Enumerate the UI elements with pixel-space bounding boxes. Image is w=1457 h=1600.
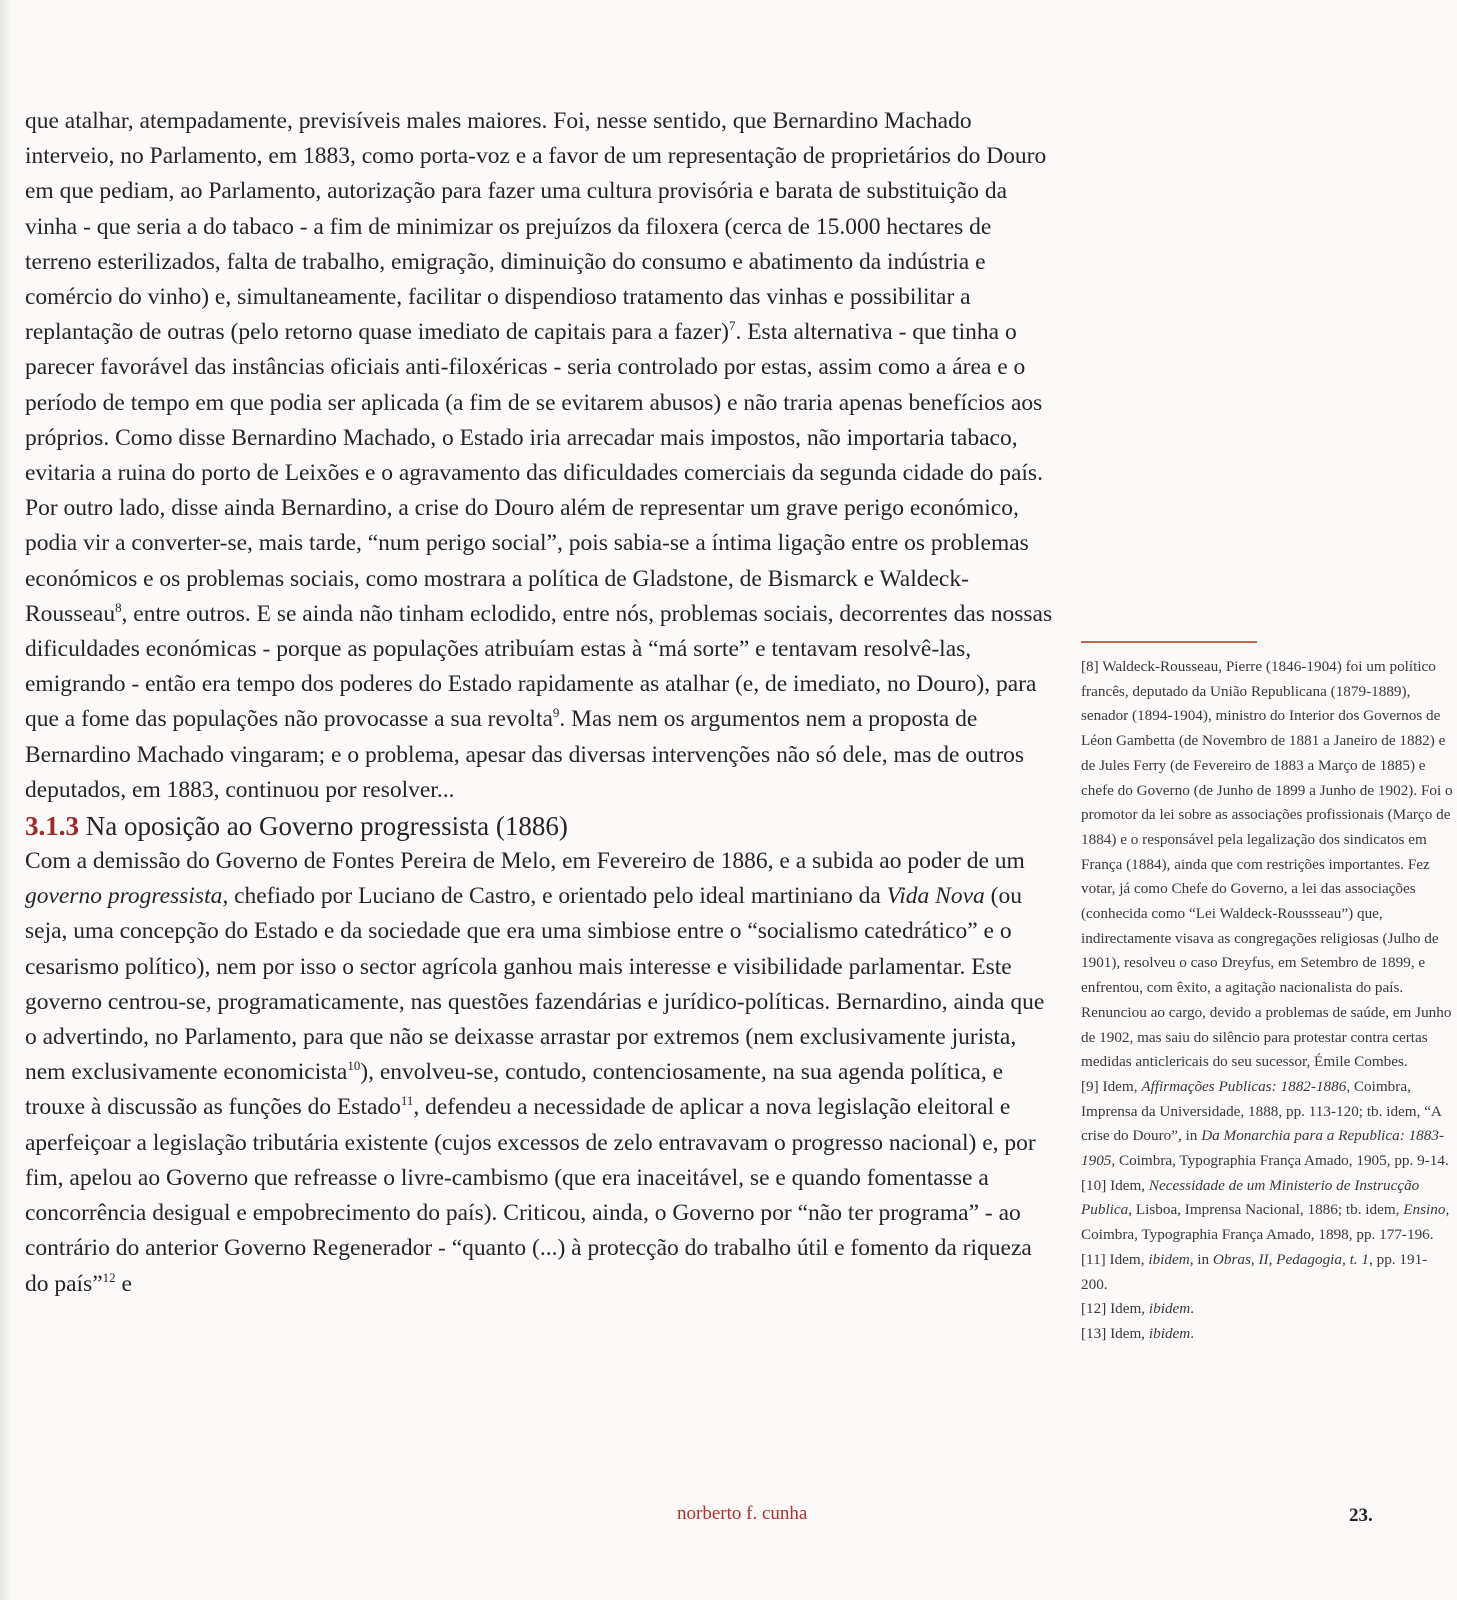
text-run: [11] Idem, bbox=[1081, 1250, 1149, 1268]
footnote-9 bbox=[1081, 1075, 1453, 1174]
footnote-ref-12[interactable]: 12 bbox=[102, 1269, 116, 1285]
footnote-ref-7[interactable]: 7 bbox=[729, 318, 736, 334]
main-text-column bbox=[25, 104, 1060, 1302]
italic-run: Vida Nova bbox=[886, 883, 985, 910]
text-run: . bbox=[1190, 1300, 1195, 1318]
text-run: , Coimbra, Typographia França Amado, 1905, pp. 9-14. bbox=[1111, 1152, 1449, 1170]
text-run: , entre outros. E se ainda não tinham eclodido, entre nós, problemas sociais, decorrentes das nossas dificuldades económicas - porque as populações atribuíam estas à “má sorte” e tentavam resolvê-las, emigrando - então era tempo dos poderes do Estado rapidamente as atalhar (e, de imediato, no Douro), para que a fome das populações não provocasse a sua revolta bbox=[25, 600, 1053, 733]
italic-run: Obras, II, Pedagogia, t. 1 bbox=[1212, 1250, 1369, 1268]
section-heading bbox=[25, 808, 1060, 844]
footnote-ref-10[interactable]: 10 bbox=[347, 1058, 361, 1074]
text-run: que atalhar, atempadamente, previsíveis males maiores. Foi, nesse sentido, que Bernardino Machado interveio, no Parlamento, em 1883, como porta-voz e a favor de um representação de proprietários do Douro em que pediam, ao Parlamento, autorização para fazer uma cultura provisória e barata de substituição da vinha - que seria a do tabaco - a fim de minimizar os prejuízos da filoxera (cerca de 15.000 hectares de terreno esterilizados, falta de trabalho, emigração, diminuição do consumo e abatimento da indústria e comércio do vinho) e, simultaneamente, facilitar o dispendioso tratamento das vinhas e possibilitar a replantação de outras (pelo retorno quase imediato de capitais para a fazer) bbox=[25, 108, 1047, 346]
body-paragraph-1 bbox=[25, 104, 1060, 808]
text-run: [13] Idem, bbox=[1081, 1324, 1149, 1342]
footnote-ref-8[interactable]: 8 bbox=[115, 600, 122, 616]
text-run: e bbox=[115, 1270, 132, 1297]
body-paragraph-2 bbox=[25, 844, 1060, 1302]
italic-run: Affirmações Publicas: 1882-1886 bbox=[1141, 1077, 1347, 1095]
footnotes-column bbox=[1081, 655, 1453, 1347]
page-edge-shadow bbox=[0, 0, 12, 1600]
footer-author: norberto f. cunha bbox=[677, 1503, 808, 1524]
footnote-8: [8] Waldeck-Rousseau, Pierre (1846-1904) foi um político francês, deputado da União Republicana (1879-1889), senador (1894-1904), ministro do Interior dos Governos de Léon Gambetta (de Novembro de 1881 a Janeiro de 1882) e de Jules Ferry (de Fevereiro de 1883 a Março de 1885) e chefe do Governo (de Junho de 1899 a Junho de 1902). Foi o promotor da lei sobre as associações profissionais (Março de 1884) e o responsável pela legalização dos sindicatos em França (1884), ainda que com restrições importantes. Fez votar, já como Chefe do Governo, a lei das associações (conhecida como “Lei Waldeck-Roussseau”) que, indirectamente visava as congregações religiosas (Julho de 1901), resolveu o caso Dreyfus, em Setembro de 1899, e enfrentou, com êxito, a agitação nacionalista do país. Renunciou ao cargo, devido a problemas de saúde, em Junho de 1902, mas saiu do silêncio para protestar contra certas medidas anticlericais do seu sucessor, Émile Combes. bbox=[1081, 658, 1453, 1071]
text-run: [9] Idem, bbox=[1081, 1077, 1142, 1095]
text-run: , pp. 191-200. bbox=[1081, 1250, 1428, 1293]
text-run: (ou seja, uma concepção do Estado e da sociedade que era uma simbiose entre o “socialismo catedrático” e o cesarismo político), nem por isso o sector agrícola ganhou mais interesse e visibilidade parlamentar. Este governo centrou-se, programaticamente, nas questões fazendárias e jurídico-políticas. Bernardino, ainda que o advertindo, no Parlamento, para que não se deixasse arrastar por extremos (nem exclusivamente jurista, nem exclusivamente economicista bbox=[25, 883, 1045, 1086]
text-run: . bbox=[1190, 1324, 1195, 1342]
section-title: Na oposição ao Governo progressista (1886) bbox=[79, 811, 568, 842]
text-run: [10] Idem, bbox=[1081, 1176, 1149, 1194]
text-run: . Esta alternativa - que tinha o parecer favorável das instâncias oficiais anti-filoxéricas - seria controlado por estas, assim como a área e o período de tempo em que podia ser aplicada (a fim de se evitarem abusos) e não traria apenas benefícios aos próprios. Como disse Bernardino Machado, o Estado iria arrecadar mais impostos, não importaria tabaco, evitaria a ruina do porto de Leixões e o agravamento das dificuldades comerciais da segunda cidade do país. Por outro lado, disse ainda Bernardino, a crise do Douro além de representar um grave perigo económico, podia vir a converter-se, mais tarde, “num perigo social”, pois sabia-se a íntima ligação entre os problemas económicos e os problemas sociais, como mostrara a política de Gladstone, de Bismarck e Waldeck-Rousseau bbox=[25, 319, 1043, 627]
text-run: , Lisboa, Imprensa Nacional, 1886; tb. idem, bbox=[1128, 1201, 1404, 1219]
italic-run: governo progressista bbox=[25, 883, 223, 910]
text-run: [12] Idem, bbox=[1081, 1300, 1149, 1318]
italic-run: Necessidade de um Ministerio de Instrucção Publica bbox=[1081, 1176, 1420, 1219]
footnote-ref-11[interactable]: 11 bbox=[400, 1093, 414, 1109]
footnote-divider bbox=[1081, 641, 1257, 643]
italic-run: ibidem bbox=[1148, 1250, 1190, 1268]
footnote-12 bbox=[1081, 1297, 1453, 1322]
footnote-13 bbox=[1081, 1322, 1453, 1347]
italic-run: ibidem bbox=[1148, 1300, 1191, 1318]
text-run: . Mas nem os argumentos nem a proposta de Bernardino Machado vingaram; e o problema, apesar das diversas intervenções não só dele, mas de outros deputados, em 1883, continuou por resolver... bbox=[25, 706, 1025, 803]
footnote-ref-9[interactable]: 9 bbox=[552, 705, 560, 721]
italic-run: ibidem bbox=[1148, 1324, 1191, 1342]
text-run: ), envolveu-se, contudo, contenciosamente, na sua agenda política, e trouxe à discussão as funções do Estado bbox=[25, 1059, 1004, 1121]
section-number: 3.1.3 bbox=[25, 811, 79, 842]
text-run: , chefiado por Luciano de Castro, e orientado pelo ideal martiniano da bbox=[222, 883, 887, 910]
text-run: Com a demissão do Governo de Fontes Pereira de Melo, em Fevereiro de 1886, e a subida ao poder de um bbox=[25, 848, 1025, 875]
page-number: 23. bbox=[1349, 1505, 1373, 1526]
italic-run: Da Monarchia para a Republica: 1883-1905 bbox=[1081, 1127, 1445, 1170]
footnote-11 bbox=[1081, 1248, 1453, 1297]
italic-run: Ensino bbox=[1403, 1201, 1446, 1219]
text-run: , Coimbra, Typographia França Amado, 1898, pp. 177-196. bbox=[1081, 1201, 1450, 1244]
footnote-10 bbox=[1081, 1174, 1453, 1248]
text-run: , defendeu a necessidade de aplicar a nova legislação eleitoral e aperfeiçoar a legislação tributária existente (cujos excessos de zelo entravavam o progresso nacional) e, por fim, apelou ao Governo que refreasse o livre-cambismo (que era inaceitável, se e quando fomentasse a concorrência desigual e empobrecimento do país). Criticou, ainda, o Governo por “não ter programa” - ao contrário do anterior Governo Regenerador - “quanto (...) à protecção do trabalho útil e fomento da riqueza do país” bbox=[25, 1094, 1036, 1297]
text-run: , Coimbra, Imprensa da Universidade, 1888, pp. 113-120; tb. idem, “A crise do Douro”, in bbox=[1081, 1077, 1442, 1145]
text-run: , in bbox=[1189, 1250, 1213, 1268]
